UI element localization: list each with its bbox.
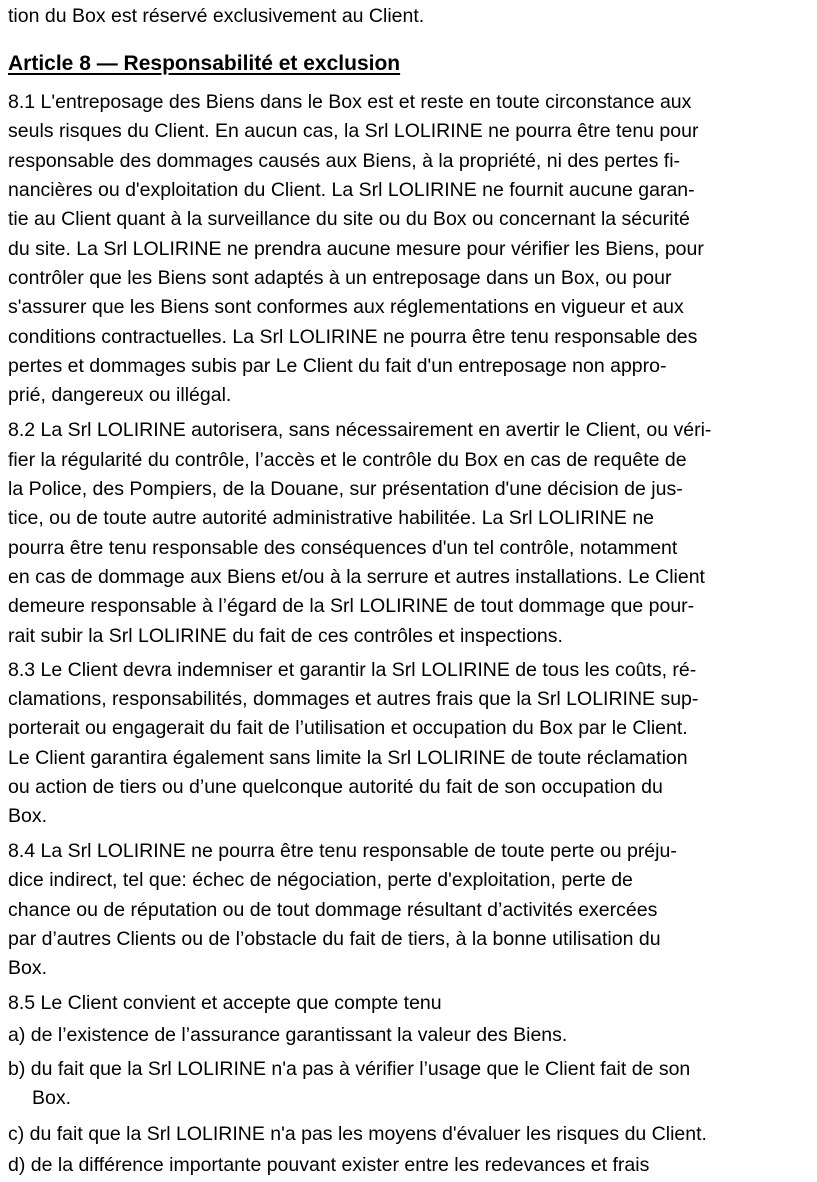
text-line: 8.4 La Srl LOLIRINE ne pourra être tenu responsable de toute perte ou préju- [8, 840, 677, 862]
text-line: chance ou de réputation ou de tout dommage résultant d’activités exercées [8, 899, 658, 921]
text-line: tie au Client quant à la surveillance du site ou du Box ou concernant la sécurité [8, 208, 690, 230]
text-line: s'assurer que les Biens sont conformes aux réglementations en vigueur et aux [8, 296, 684, 318]
text-line: Box. [8, 957, 48, 979]
text-line: tice, ou de toute autre autorité administrative habilitée. La Srl LOLIRINE ne [8, 507, 655, 529]
text-line: ou action de tiers ou d’une quelconque autorité du fait de son occupation du [8, 776, 663, 798]
text-line: 8.1 L'entreposage des Biens dans le Box est et reste en toute circonstance aux [8, 91, 692, 113]
text-line: 8.2 La Srl LOLIRINE autorisera, sans nécessairement en avertir le Client, ou véri- [8, 419, 712, 441]
text-line: conditions contractuelles. La Srl LOLIRINE ne pourra être tenu responsable des [8, 326, 698, 348]
text-line: en cas de dommage aux Biens et/ou à la serrure et autres installations. Le Client [8, 566, 705, 588]
text-line: contrôler que les Biens sont adaptés à un entreposage dans un Box, ou pour [8, 267, 672, 289]
text-line: demeure responsable à l’égard de la Srl LOLIRINE de tout dommage que pour- [8, 595, 695, 617]
text-line: la Police, des Pompiers, de la Douane, sur présentation d'une décision de jus- [8, 478, 683, 500]
list-item: c) du fait que la Srl LOLIRINE n'a pas les moyens d'évaluer les risques du Client. [8, 1123, 707, 1145]
text-line: clamations, responsabilités, dommages et autres frais que la Srl LOLIRINE sup- [8, 688, 699, 710]
text-line: pertes et dommages subis par Le Client du fait d'un entreposage non appro- [8, 355, 667, 377]
list-item: d) de la différence importante pouvant exister entre les redevances et frais [8, 1154, 650, 1176]
text-line: Box. [8, 805, 48, 827]
article-heading: Article 8 — Responsabilité et exclusion [8, 52, 401, 75]
list-item: a) de l’existence de l’assurance garantissant la valeur des Biens. [8, 1024, 568, 1046]
text-line: porterait ou engagerait du fait de l’utilisation et occupation du Box par le Client. [8, 717, 688, 739]
intro-line: tion du Box est réservé exclusivement au Client. [8, 5, 425, 27]
text-line: fier la régularité du contrôle, l’accès et le contrôle du Box en cas de requête de [8, 449, 687, 471]
text-line: responsable des dommages causés aux Biens, à la propriété, ni des pertes fi- [8, 150, 681, 172]
text-line: 8.5 Le Client convient et accepte que compte tenu [8, 992, 442, 1014]
text-line: rait subir la Srl LOLIRINE du fait de ces contrôles et inspections. [8, 625, 563, 647]
text-line: par d’autres Clients ou de l’obstacle du fait de tiers, à la bonne utilisation du [8, 928, 661, 950]
text-line: Le Client garantira également sans limite la Srl LOLIRINE de toute réclamation [8, 747, 688, 769]
list-item: b) du fait que la Srl LOLIRINE n'a pas à vérifier l’usage que le Client fait de son [8, 1058, 691, 1080]
text-line: du site. La Srl LOLIRINE ne prendra aucune mesure pour vérifier les Biens, pour [8, 238, 704, 260]
text-line: prié, dangereux ou illégal. [8, 384, 232, 406]
list-item-continuation: Box. [32, 1087, 72, 1109]
text-line: seuls risques du Client. En aucun cas, la Srl LOLIRINE ne pourra être tenu pour [8, 120, 699, 142]
text-line: 8.3 Le Client devra indemniser et garantir la Srl LOLIRINE de tous les coûts, ré- [8, 659, 697, 681]
text-line: nancières ou d'exploitation du Client. La Srl LOLIRINE ne fournit aucune garan- [8, 179, 695, 201]
text-line: dice indirect, tel que: échec de négociation, perte d'exploitation, perte de [8, 869, 633, 891]
text-line: pourra être tenu responsable des conséquences d'un tel contrôle, notamment [8, 537, 678, 559]
